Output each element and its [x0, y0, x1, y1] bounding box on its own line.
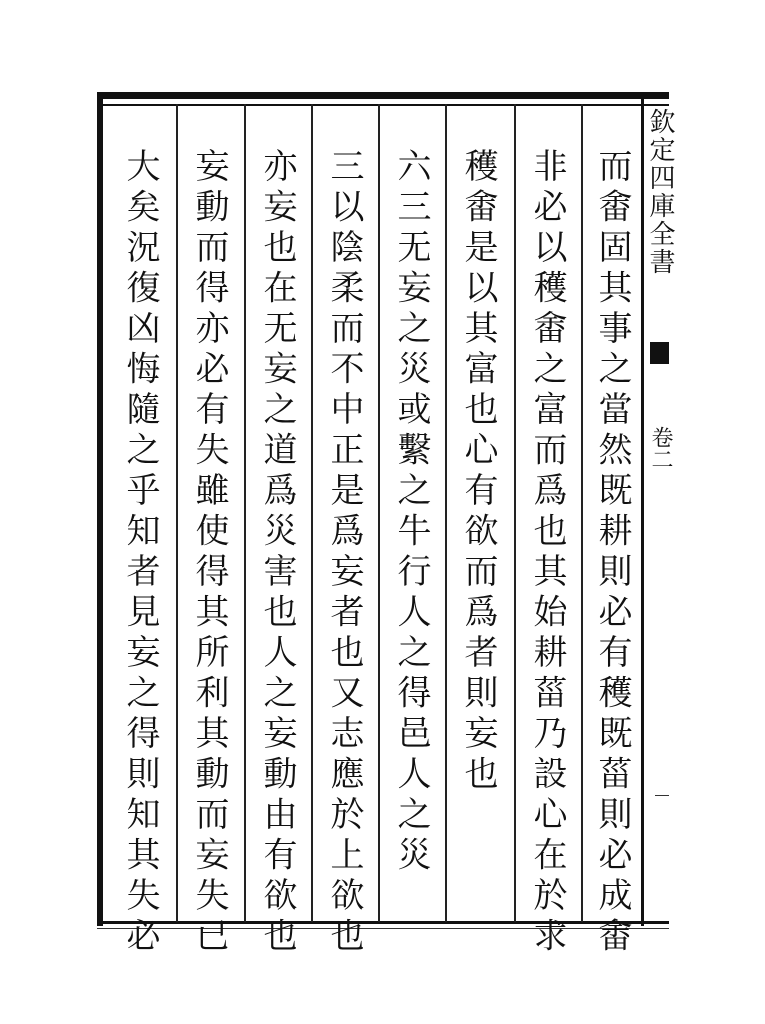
left-border	[97, 92, 103, 926]
top-border	[97, 92, 669, 99]
column-divider	[244, 104, 246, 922]
text-column-6: 亦妄也在无妄之道爲災害也人之妄動由有欲也	[257, 148, 297, 958]
juan-label: 卷二	[648, 426, 673, 470]
top-border-inner	[97, 104, 669, 106]
text-column-1: 而畬固其事之當然既耕則必有穫既菑則必成畬	[592, 148, 632, 958]
text-column-5: 三以陰柔而不中正是爲妄者也又志應於上欲也	[324, 148, 364, 958]
text-column-7: 妄動而得亦必有失雖使得其所利其動而妄失已	[189, 148, 229, 958]
column-divider	[445, 104, 447, 922]
column-divider	[176, 104, 178, 922]
column-divider	[514, 104, 516, 922]
text-column-2: 非必以穫畬之富而爲也其始耕菑乃設心在於求	[527, 148, 567, 958]
text-column-3: 穫畬是以其富也心有欲而爲者則妄也	[458, 148, 498, 796]
column-divider	[378, 104, 380, 922]
bottom-border-inner	[97, 928, 669, 929]
column-divider	[581, 104, 583, 922]
banxin-mark-line	[655, 795, 669, 796]
banxin-title: 欽定四庫全書	[645, 108, 675, 276]
column-divider	[311, 104, 313, 922]
fish-tail-mark	[650, 342, 669, 364]
bottom-border	[97, 921, 669, 924]
text-column-4: 六三无妄之災或繫之牛行人之得邑人之災	[391, 148, 431, 877]
text-column-8: 大矣況復凶悔隨之乎知者見妄之得則知其失必	[120, 148, 160, 958]
